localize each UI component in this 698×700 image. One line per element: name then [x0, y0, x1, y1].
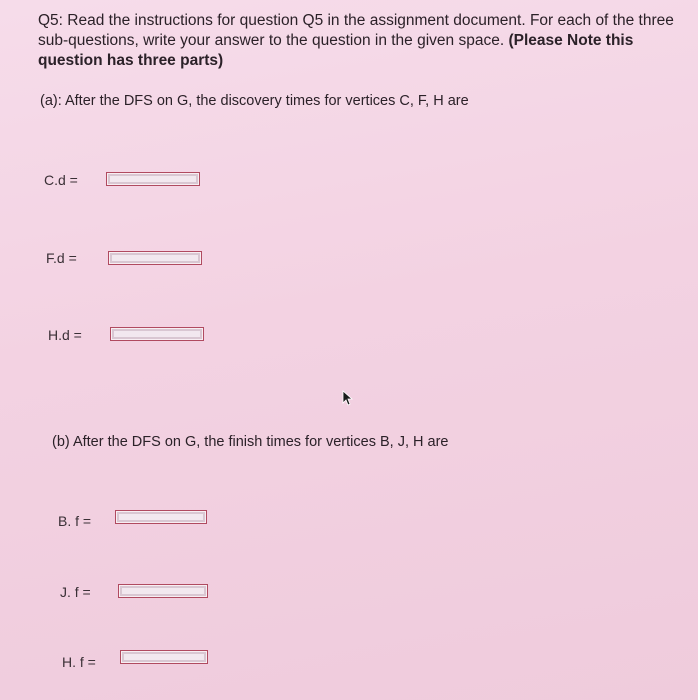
- j-f-label: J. f =: [60, 584, 91, 600]
- h-f-label: H. f =: [62, 654, 96, 670]
- c-d-input[interactable]: [106, 172, 200, 186]
- mouse-pointer-icon: [341, 390, 355, 406]
- b-f-input[interactable]: [115, 510, 207, 524]
- f-d-input[interactable]: [108, 251, 202, 265]
- h-f-input[interactable]: [120, 650, 208, 664]
- h-d-label: H.d =: [48, 327, 82, 343]
- j-f-input[interactable]: [118, 584, 208, 598]
- question-note: (Please Note this question has three parts): [38, 32, 634, 69]
- h-d-input[interactable]: [110, 327, 204, 341]
- question-text: [38, 11, 688, 71]
- f-d-label: F.d =: [46, 250, 77, 266]
- part-a-label: (a): After the DFS on G, the discovery times for vertices C, F, H are: [40, 93, 469, 109]
- c-d-label: C.d =: [44, 172, 78, 188]
- part-b-label: (b) After the DFS on G, the finish times for vertices B, J, H are: [52, 434, 449, 450]
- question-instructions: Q5: Read the instructions for question Q5 in the assignment document. For each of the three sub-questions, write your answer to the question in the given space.: [38, 12, 674, 49]
- b-f-label: B. f =: [58, 513, 92, 529]
